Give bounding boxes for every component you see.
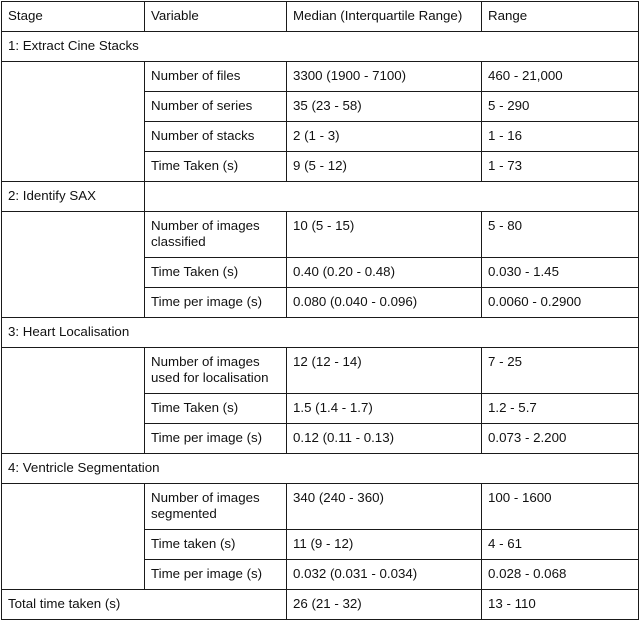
range-cell: 5 - 290 xyxy=(482,92,639,122)
variable-cell: Time taken (s) xyxy=(145,530,287,560)
stage-row xyxy=(2,182,639,212)
range-cell: 1 - 16 xyxy=(482,122,639,152)
stage-title: 1: Extract Cine Stacks xyxy=(2,32,639,62)
stage-spacer-cell xyxy=(2,62,145,182)
median-cell: 10 (5 - 15) xyxy=(287,212,482,258)
range-cell: 5 - 80 xyxy=(482,212,639,258)
stage-title: 4: Ventricle Segmentation xyxy=(2,454,639,484)
median-cell: 0.080 (0.040 - 0.096) xyxy=(287,288,482,318)
range-cell: 7 - 25 xyxy=(482,348,639,394)
range-cell: 1.2 - 5.7 xyxy=(482,394,639,424)
pipeline-timing-table xyxy=(1,1,639,620)
total-label: Total time taken (s) xyxy=(2,590,287,620)
range-cell: 460 - 21,000 xyxy=(482,62,639,92)
range-cell: 0.030 - 1.45 xyxy=(482,258,639,288)
range-cell: 0.028 - 0.068 xyxy=(482,560,639,590)
variable-cell: Number of images used for localisation xyxy=(145,348,287,394)
variable-cell: Time per image (s) xyxy=(145,288,287,318)
median-cell: 3300 (1900 - 7100) xyxy=(287,62,482,92)
header-median: Median (Interquartile Range) xyxy=(287,2,482,32)
table-row xyxy=(2,484,639,530)
table-row xyxy=(2,348,639,394)
variable-cell: Time per image (s) xyxy=(145,424,287,454)
stage-row xyxy=(2,318,639,348)
header-stage: Stage xyxy=(2,2,145,32)
stage-title: 3: Heart Localisation xyxy=(2,318,639,348)
range-cell: 4 - 61 xyxy=(482,530,639,560)
range-cell: 0.073 - 2.200 xyxy=(482,424,639,454)
median-cell: 0.032 (0.031 - 0.034) xyxy=(287,560,482,590)
median-cell: 35 (23 - 58) xyxy=(287,92,482,122)
variable-cell: Time Taken (s) xyxy=(145,152,287,182)
header-variable: Variable xyxy=(145,2,287,32)
range-cell: 0.0060 - 0.2900 xyxy=(482,288,639,318)
variable-cell: Number of images segmented xyxy=(145,484,287,530)
range-cell: 100 - 1600 xyxy=(482,484,639,530)
total-row xyxy=(2,590,639,620)
stage-row xyxy=(2,454,639,484)
variable-cell: Number of images classified xyxy=(145,212,287,258)
median-cell: 12 (12 - 14) xyxy=(287,348,482,394)
variable-cell: Time per image (s) xyxy=(145,560,287,590)
median-cell: 1.5 (1.4 - 1.7) xyxy=(287,394,482,424)
variable-cell: Number of files xyxy=(145,62,287,92)
median-cell: 340 (240 - 360) xyxy=(287,484,482,530)
variable-cell: Time Taken (s) xyxy=(145,258,287,288)
header-row xyxy=(2,2,639,32)
variable-cell: Number of stacks xyxy=(145,122,287,152)
total-range: 13 - 110 xyxy=(482,590,639,620)
stage-spacer-cell xyxy=(2,484,145,590)
median-cell: 0.40 (0.20 - 0.48) xyxy=(287,258,482,288)
table-row xyxy=(2,62,639,92)
range-cell: 1 - 73 xyxy=(482,152,639,182)
stage-spacer-cell xyxy=(2,348,145,454)
variable-cell: Number of series xyxy=(145,92,287,122)
stage-row xyxy=(2,32,639,62)
median-cell: 9 (5 - 12) xyxy=(287,152,482,182)
median-cell: 0.12 (0.11 - 0.13) xyxy=(287,424,482,454)
total-median: 26 (21 - 32) xyxy=(287,590,482,620)
stage-title: 2: Identify SAX xyxy=(2,182,145,212)
stage-spacer-cell xyxy=(2,212,145,318)
table-row xyxy=(2,212,639,258)
median-cell: 2 (1 - 3) xyxy=(287,122,482,152)
variable-cell: Time Taken (s) xyxy=(145,394,287,424)
median-cell: 11 (9 - 12) xyxy=(287,530,482,560)
stage-empty-cell xyxy=(145,182,639,212)
header-range: Range xyxy=(482,2,639,32)
